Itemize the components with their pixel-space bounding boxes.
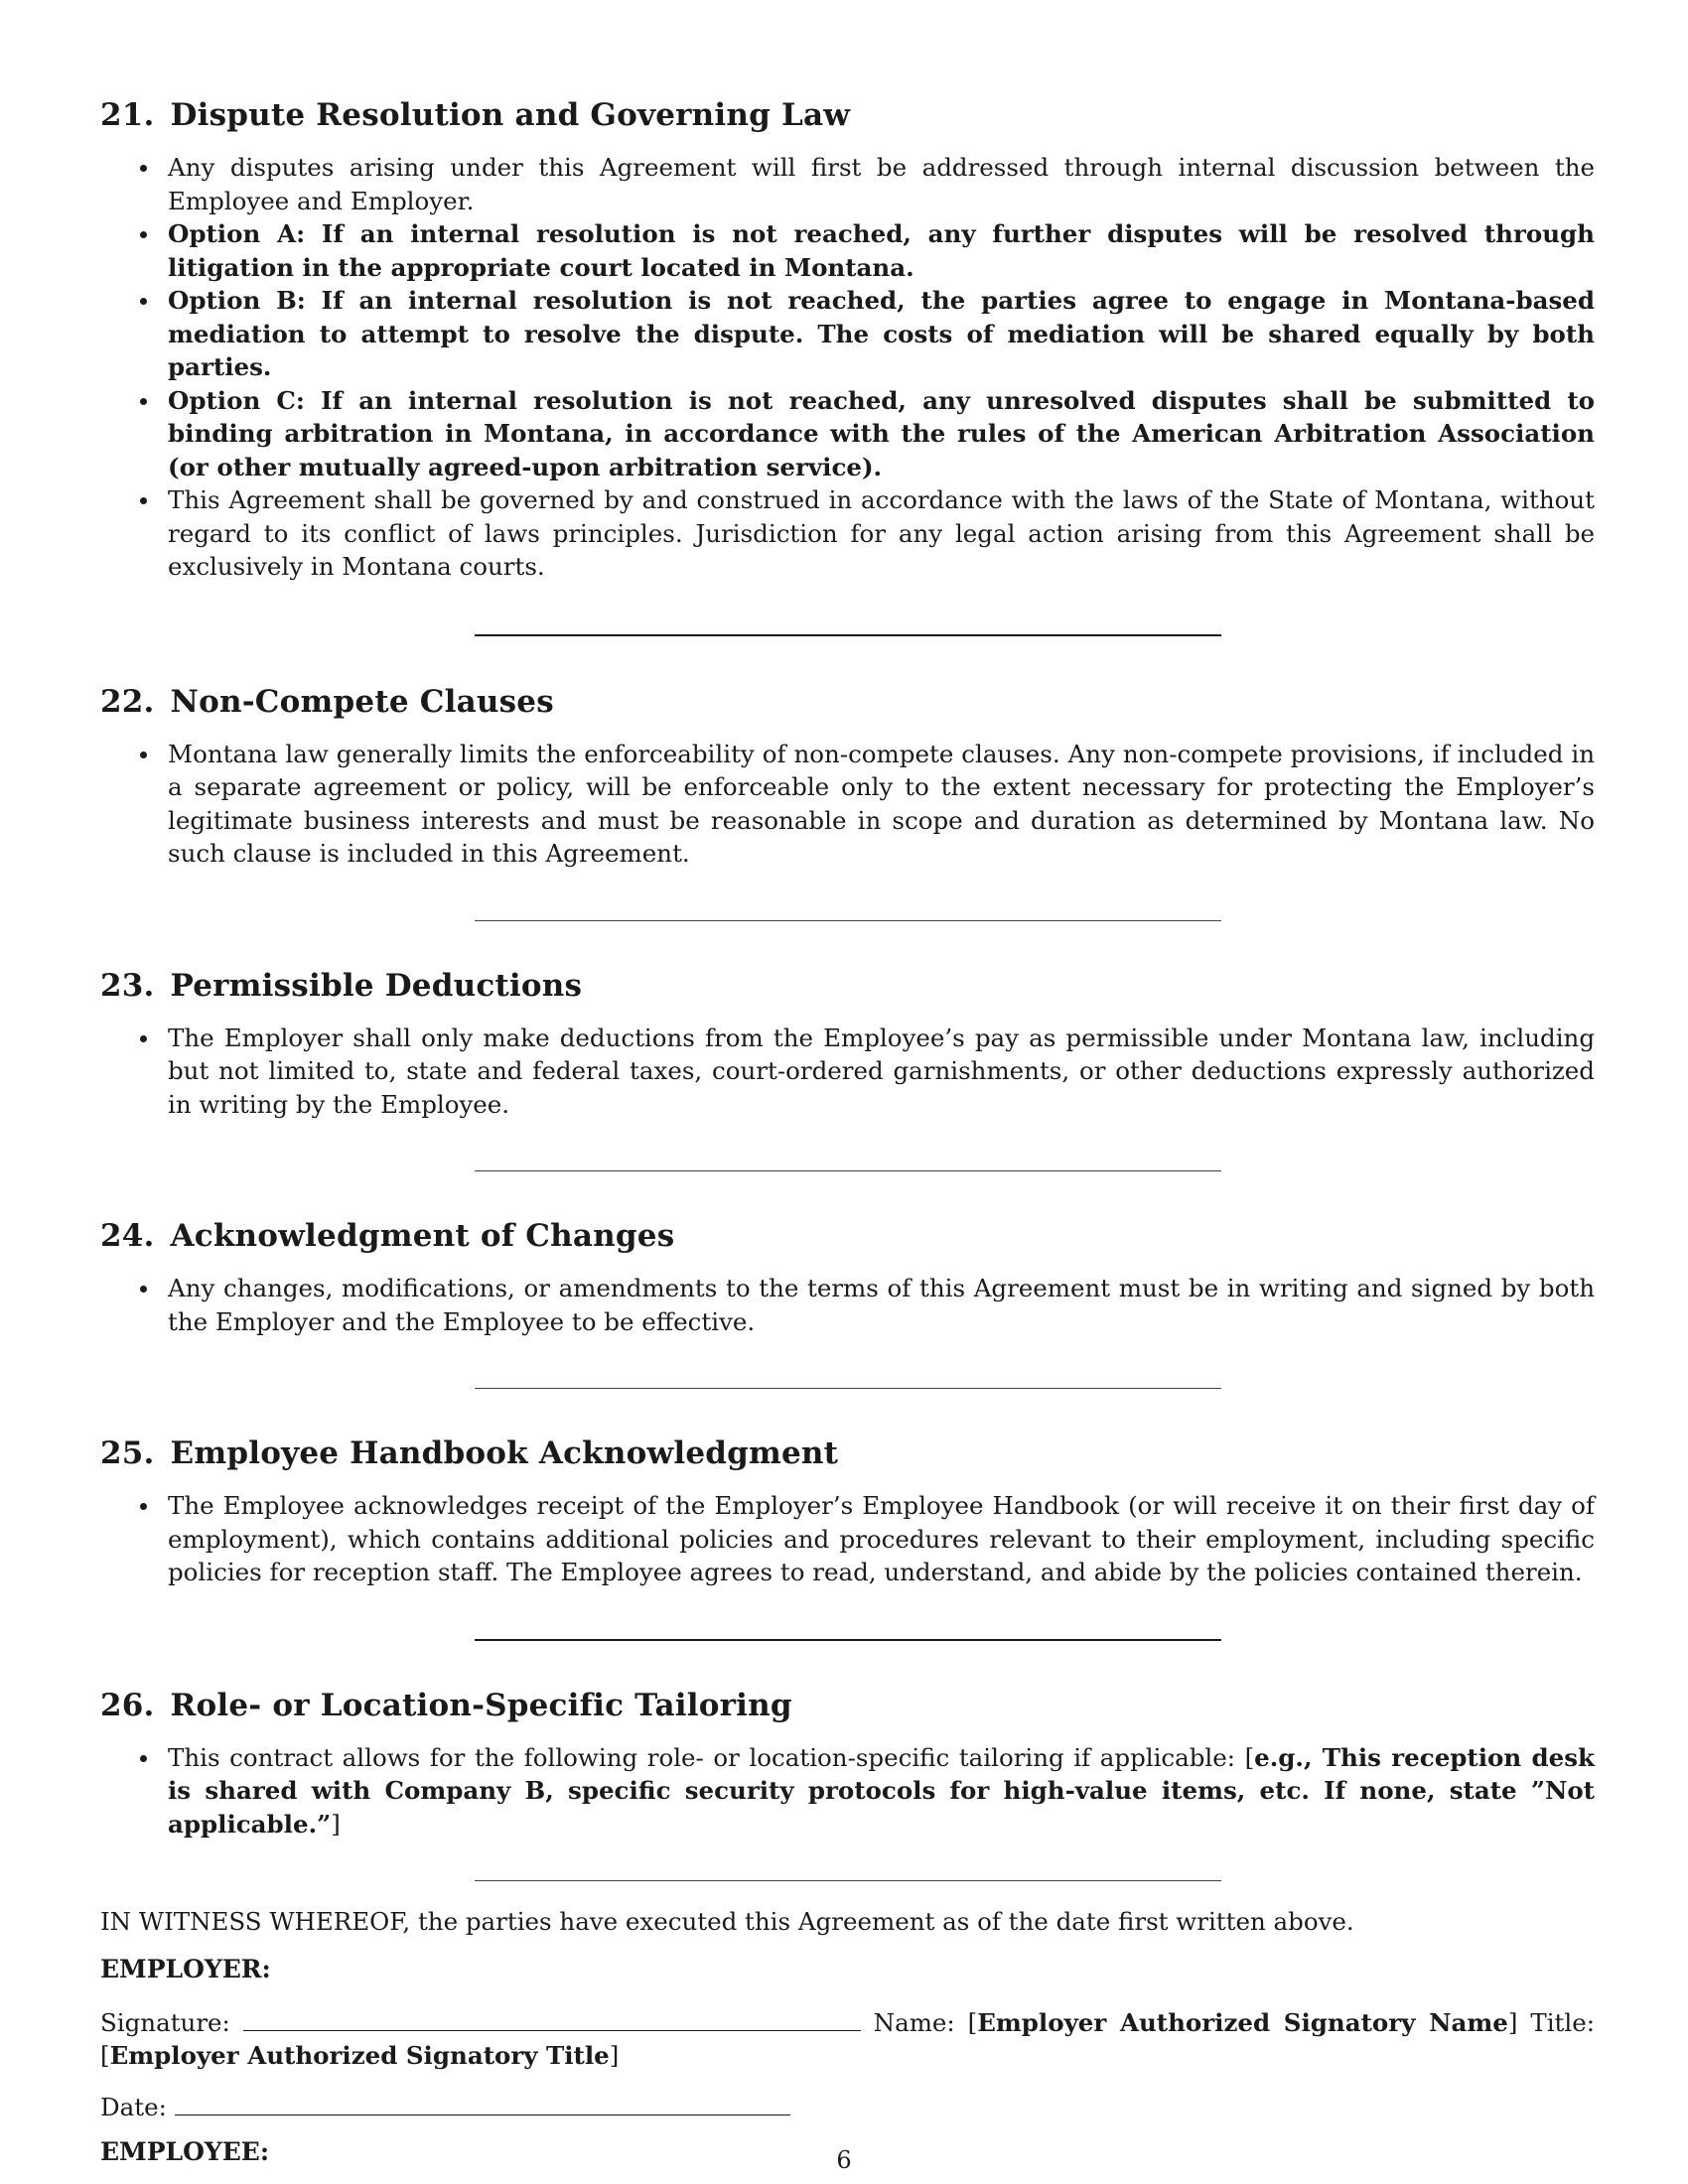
list-item: The Employer shall only make deductions from the Employee’s pay as permissible under Montana law, including but not limited to, state and federal taxes, court-ordered garnishments, or other deductions expressly authorized in writing by the Employee. bbox=[100, 1022, 1595, 1122]
section-heading bbox=[100, 1216, 1595, 1256]
section-divider bbox=[475, 634, 1221, 636]
tailoring-close: ] bbox=[331, 1809, 341, 1839]
section-title: Dispute Resolution and Governing Law bbox=[170, 97, 851, 133]
name-label: Name: bbox=[873, 2007, 955, 2037]
section-heading bbox=[100, 682, 1595, 722]
section-23 bbox=[100, 966, 1595, 1122]
section-number: 21. bbox=[100, 97, 155, 133]
page-number: 6 bbox=[836, 2146, 852, 2174]
section-title: Permissible Deductions bbox=[170, 967, 583, 1004]
list-item: Option C: If an internal resolution is not reached, any unresolved disputes shall be submitted to binding arbitration in Montana, in accordance with the rules of the American Arbitration Association (or other mutually agreed-upon arbitration service). bbox=[100, 384, 1595, 484]
section-number: 24. bbox=[100, 1218, 155, 1254]
section-25 bbox=[100, 1433, 1595, 1589]
bullet-list bbox=[100, 1272, 1595, 1338]
section-title: Acknowledgment of Changes bbox=[170, 1218, 675, 1254]
section-title: Role- or Location-Specific Tailoring bbox=[170, 1687, 792, 1723]
witness-statement: IN WITNESS WHEREOF, the parties have executed this Agreement as of the date first written above. bbox=[100, 1907, 1354, 1936]
bullet-list bbox=[100, 1022, 1595, 1122]
section-22 bbox=[100, 682, 1595, 871]
section-number: 26. bbox=[100, 1687, 155, 1723]
section-heading bbox=[100, 95, 1595, 135]
section-heading bbox=[100, 966, 1595, 1006]
page-content bbox=[100, 95, 1595, 2169]
bullet-list bbox=[100, 1741, 1595, 1842]
list-item: The Employee acknowledges receipt of the Employer’s Employee Handbook (or will receive it on their first day of employment), which contains additional policies and procedures relevant to their employment, including specific policies for reception staff. The Employee agrees to read, understand, and abide by the policies contained therein. bbox=[100, 1489, 1595, 1589]
section-title: Non-Compete Clauses bbox=[170, 683, 554, 720]
section-number: 25. bbox=[100, 1435, 155, 1471]
section-heading bbox=[100, 1433, 1595, 1473]
signature-label: Signature: bbox=[100, 2007, 230, 2037]
list-item: Any disputes arising under this Agreement will first be addressed through internal discussion between the Employee and Employer. bbox=[100, 151, 1595, 217]
bullet-list bbox=[100, 738, 1595, 871]
employer-signature-line[interactable] bbox=[243, 2008, 861, 2031]
section-21 bbox=[100, 95, 1595, 584]
tailoring-intro: This contract allows for the following role- or location-specific tailoring if applicable: [ bbox=[168, 1742, 1255, 1772]
employer-title-value: Employer Authorized Signatory Title bbox=[109, 2041, 610, 2070]
section-number: 22. bbox=[100, 683, 155, 720]
section-divider bbox=[475, 1639, 1221, 1641]
employer-signature-block: Signature: Name: [Employer Authorized Signatory Name] Title: [Employer Authorized Signatory Title] bbox=[100, 2007, 1595, 2070]
list-item: Option A: If an internal resolution is not reached, any further disputes will be resolved through litigation in the appropriate court located in Montana. bbox=[100, 217, 1595, 284]
tailoring-placeholder: e.g., This reception desk is shared with Company B, specific security protocols for high-value items, etc. If none, state ”Not applicable.” bbox=[168, 1742, 1595, 1839]
bullet-list bbox=[100, 151, 1595, 584]
title-label: Title: bbox=[1530, 2007, 1595, 2037]
employer-label: EMPLOYER: bbox=[100, 1954, 271, 1983]
date-label: Date: bbox=[100, 2092, 167, 2121]
section-divider bbox=[475, 1170, 1221, 1171]
list-item: This Agreement shall be governed by and construed in accordance with the laws of the State of Montana, without regard to its conflict of laws principles. Jurisdiction for any legal action arising from this Agreement shall be exclusively in Montana courts. bbox=[100, 483, 1595, 584]
section-divider bbox=[475, 1388, 1221, 1389]
section-number: 23. bbox=[100, 967, 155, 1004]
section-title: Employee Handbook Acknowledgment bbox=[170, 1435, 839, 1471]
list-item: Option B: If an internal resolution is not reached, the parties agree to engage in Montana-based mediation to attempt to resolve the dispute. The costs of mediation will be shared equally by both parties. bbox=[100, 284, 1595, 384]
list-item: Montana law generally limits the enforceability of non-compete clauses. Any non-compete provisions, if included in a separate agreement or policy, will be enforceable only to the extent necessary for protecting the Employer’s legitimate business interests and must be reasonable in scope and duration as determined by Montana law. No such clause is included in this Agreement. bbox=[100, 738, 1595, 871]
employee-label: EMPLOYEE: bbox=[100, 2137, 270, 2166]
list-item: Any changes, modifications, or amendments to the terms of this Agreement must be in writing and signed by both the Employer and the Employee to be effective. bbox=[100, 1272, 1595, 1338]
section-divider bbox=[475, 920, 1221, 921]
employer-name-value: Employer Authorized Signatory Name bbox=[977, 2007, 1508, 2037]
employer-date-row bbox=[100, 2091, 1595, 2124]
section-26 bbox=[100, 1686, 1595, 1842]
section-heading bbox=[100, 1686, 1595, 1725]
section-24 bbox=[100, 1216, 1595, 1338]
employer-date-line[interactable] bbox=[175, 2093, 790, 2116]
section-divider bbox=[475, 1880, 1221, 1881]
list-item bbox=[100, 1741, 1595, 1842]
bullet-list bbox=[100, 1489, 1595, 1589]
